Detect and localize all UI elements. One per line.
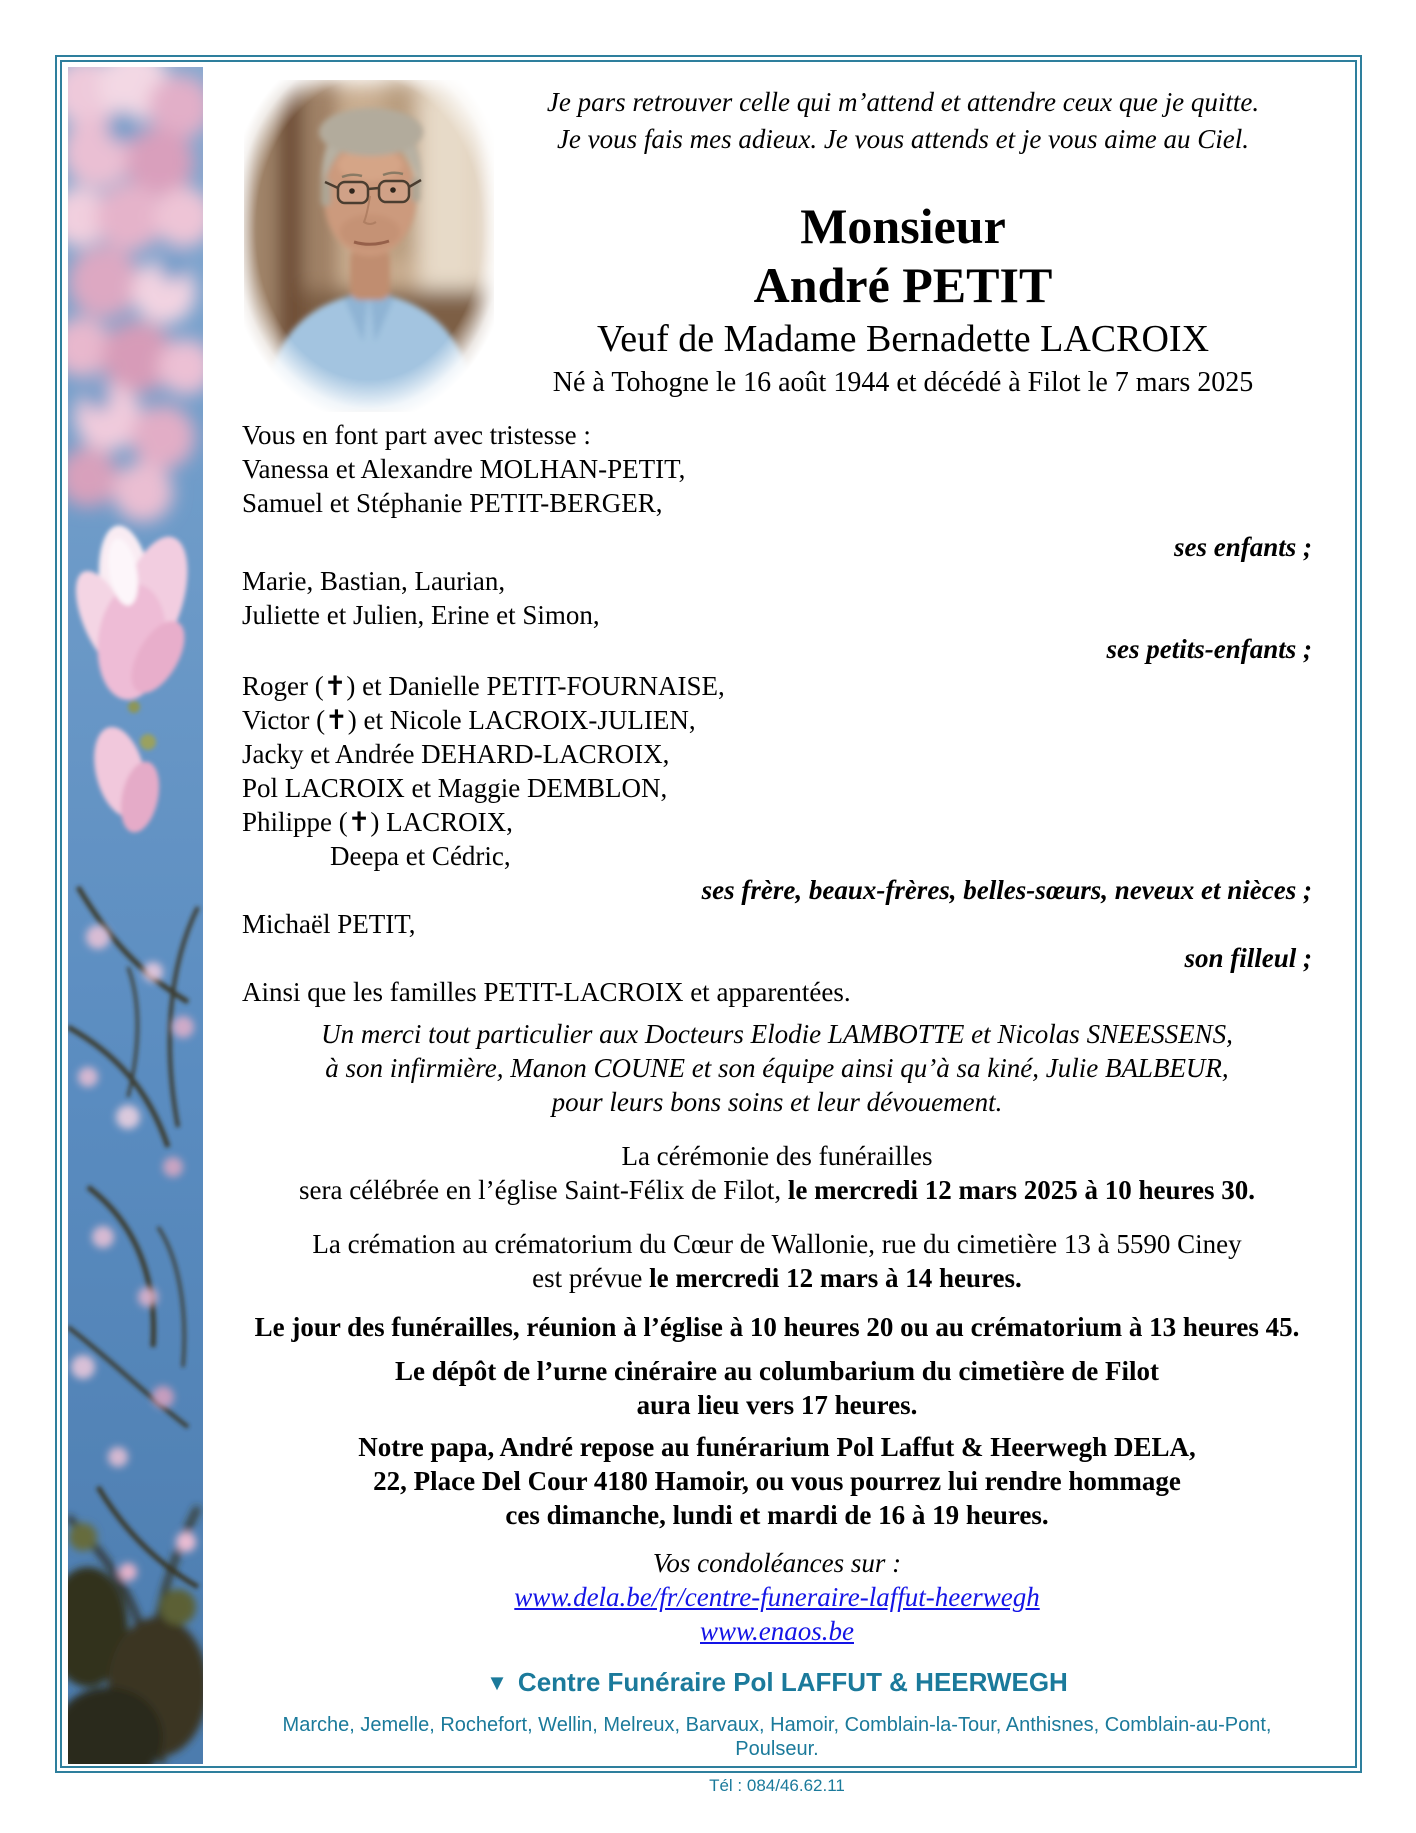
- family-line: Victor (✝) et Nicole LACROIX-JULIEN,: [242, 705, 696, 735]
- portrait-photo-graphic: [244, 80, 494, 412]
- thanks-line-2: à son infirmière, Manon COUNE et son équipe ainsi qu’à sa kiné, Julie BALBEUR,: [325, 1053, 1229, 1083]
- family-group-children: [242, 452, 1312, 564]
- thanks-paragraph: [242, 1017, 1312, 1119]
- family-line: Pol LACROIX et Maggie DEMBLON,: [242, 773, 668, 803]
- funeral-home-name: Centre Funéraire Pol LAFFUT & HEERWEGH: [517, 1667, 1068, 1697]
- family-line: Philippe (✝) LACROIX,: [242, 807, 513, 837]
- cremation-line-2-text: est prévue: [532, 1263, 650, 1293]
- cremation-section: [242, 1227, 1312, 1295]
- cremation-datetime: le mercredi 12 mars à 14 heures.: [649, 1263, 1022, 1293]
- relation-label-children: ses enfants ;: [1173, 532, 1312, 562]
- ceremony-line-1: La cérémonie des funérailles: [621, 1141, 933, 1171]
- family-line: Marie, Bastian, Laurian,: [242, 566, 506, 596]
- repose-line-3: ces dimanche, lundi et mardi de 16 à 19 heures.: [505, 1500, 1049, 1530]
- condolences-link-dela[interactable]: www.dela.be/fr/centre-funeraire-laffut-heerwegh: [514, 1582, 1040, 1612]
- life-dates: Né à Tohogne le 16 août 1944 et décédé à Filot le 7 mars 2025: [552, 367, 1254, 398]
- thanks-line-3: pour leurs bons soins et leur dévouement.: [551, 1087, 1003, 1117]
- quote-line-1: Je pars retrouver celle qui m’attend et attendre ceux que je quitte.: [546, 87, 1260, 117]
- repose-line-1: Notre papa, André repose au funérarium Pol Laffut & Heerwegh DELA,: [358, 1432, 1196, 1462]
- cremation-line-1: La crémation au crématorium du Cœur de Wallonie, rue du cimetière 13 à 5590 Ciney: [312, 1229, 1242, 1259]
- triangle-down-icon: ▼: [486, 1670, 508, 1695]
- urn-section: [242, 1354, 1312, 1422]
- condolences-heading: Vos condoléances sur :: [652, 1548, 902, 1578]
- meeting-info: Le jour des funérailles, réunion à l’église à 10 heures 20 ou au crématorium à 13 heures 45.: [254, 1312, 1300, 1342]
- family-closing: Ainsi que les familles PETIT-LACROIX et apparentées.: [242, 977, 851, 1007]
- condolences-link-enaos[interactable]: www.enaos.be: [700, 1616, 854, 1646]
- family-line-indented: Deepa et Cédric,: [330, 841, 511, 871]
- relation-label-siblings: ses frère, beaux-frères, belles-sœurs, neveux et nièces ;: [701, 875, 1312, 905]
- announcement-body: [242, 61, 1312, 1797]
- family-line: Juliette et Julien, Erine et Simon,: [242, 600, 600, 630]
- title-column: [494, 80, 1312, 412]
- repose-line-2: 22, Place Del Cour 4180 Hamoir, ou vous pourrez lui rendre hommage: [373, 1466, 1181, 1496]
- funeral-home-phone: Tél : 084/46.62.11: [709, 1776, 845, 1795]
- quote-line-2: Je vous fais mes adieux. Je vous attends et je vous aime au Ciel.: [556, 124, 1250, 154]
- family-intro: Vous en font part avec tristesse :: [242, 420, 591, 450]
- family-line: Samuel et Stéphanie PETIT-BERGER,: [242, 488, 663, 518]
- funeral-home-locations: Marche, Jemelle, Rochefort, Wellin, Melreux, Barvaux, Hamoir, Comblain-la-Tour, Anthisnes, Comblain-au-Pont, Poulseur.: [282, 1714, 1272, 1760]
- condolences-section: [242, 1546, 1312, 1648]
- family-group-siblings: [242, 669, 1312, 907]
- deceased-name: André PETIT: [753, 257, 1053, 313]
- relation-label-godson: son filleul ;: [1184, 943, 1312, 973]
- portrait-photo: [244, 80, 494, 412]
- civility-title: Monsieur: [800, 198, 1006, 254]
- ceremony-line-2-text: sera célébrée en l’église Saint-Félix de Filot,: [298, 1175, 788, 1205]
- funeral-home-brand: [242, 1666, 1312, 1699]
- funeral-home-footer: [242, 1666, 1312, 1797]
- family-group-godson: [242, 907, 1312, 975]
- family-line: Jacky et Andrée DEHARD-LACROIX,: [242, 739, 670, 769]
- relation-label-grandchildren: ses petits-enfants ;: [1106, 634, 1312, 664]
- repose-section: [242, 1430, 1312, 1532]
- blossom-photo: [68, 67, 203, 1764]
- family-group-grandchildren: [242, 564, 1312, 666]
- urn-line-2: aura lieu vers 17 heures.: [636, 1390, 918, 1420]
- blossom-photo-graphic: [68, 67, 203, 1764]
- widower-subtitle: Veuf de Madame Bernadette LACROIX: [596, 318, 1210, 360]
- header-row: [242, 80, 1312, 412]
- family-line: Michaël PETIT,: [242, 909, 416, 939]
- ceremony-line-2: [242, 1173, 1312, 1207]
- ceremony-datetime: le mercredi 12 mars 2025 à 10 heures 30.: [787, 1175, 1256, 1205]
- family-line: Roger (✝) et Danielle PETIT-FOURNAISE,: [242, 671, 725, 701]
- ceremony-section: [242, 1139, 1312, 1207]
- urn-line-1: Le dépôt de l’urne cinéraire au columbarium du cimetière de Filot: [395, 1356, 1159, 1386]
- thanks-line-1: Un merci tout particulier aux Docteurs Elodie LAMBOTTE et Nicolas SNEESSENS,: [321, 1019, 1233, 1049]
- family-line: Vanessa et Alexandre MOLHAN-PETIT,: [242, 454, 686, 484]
- cremation-line-2: [242, 1261, 1312, 1295]
